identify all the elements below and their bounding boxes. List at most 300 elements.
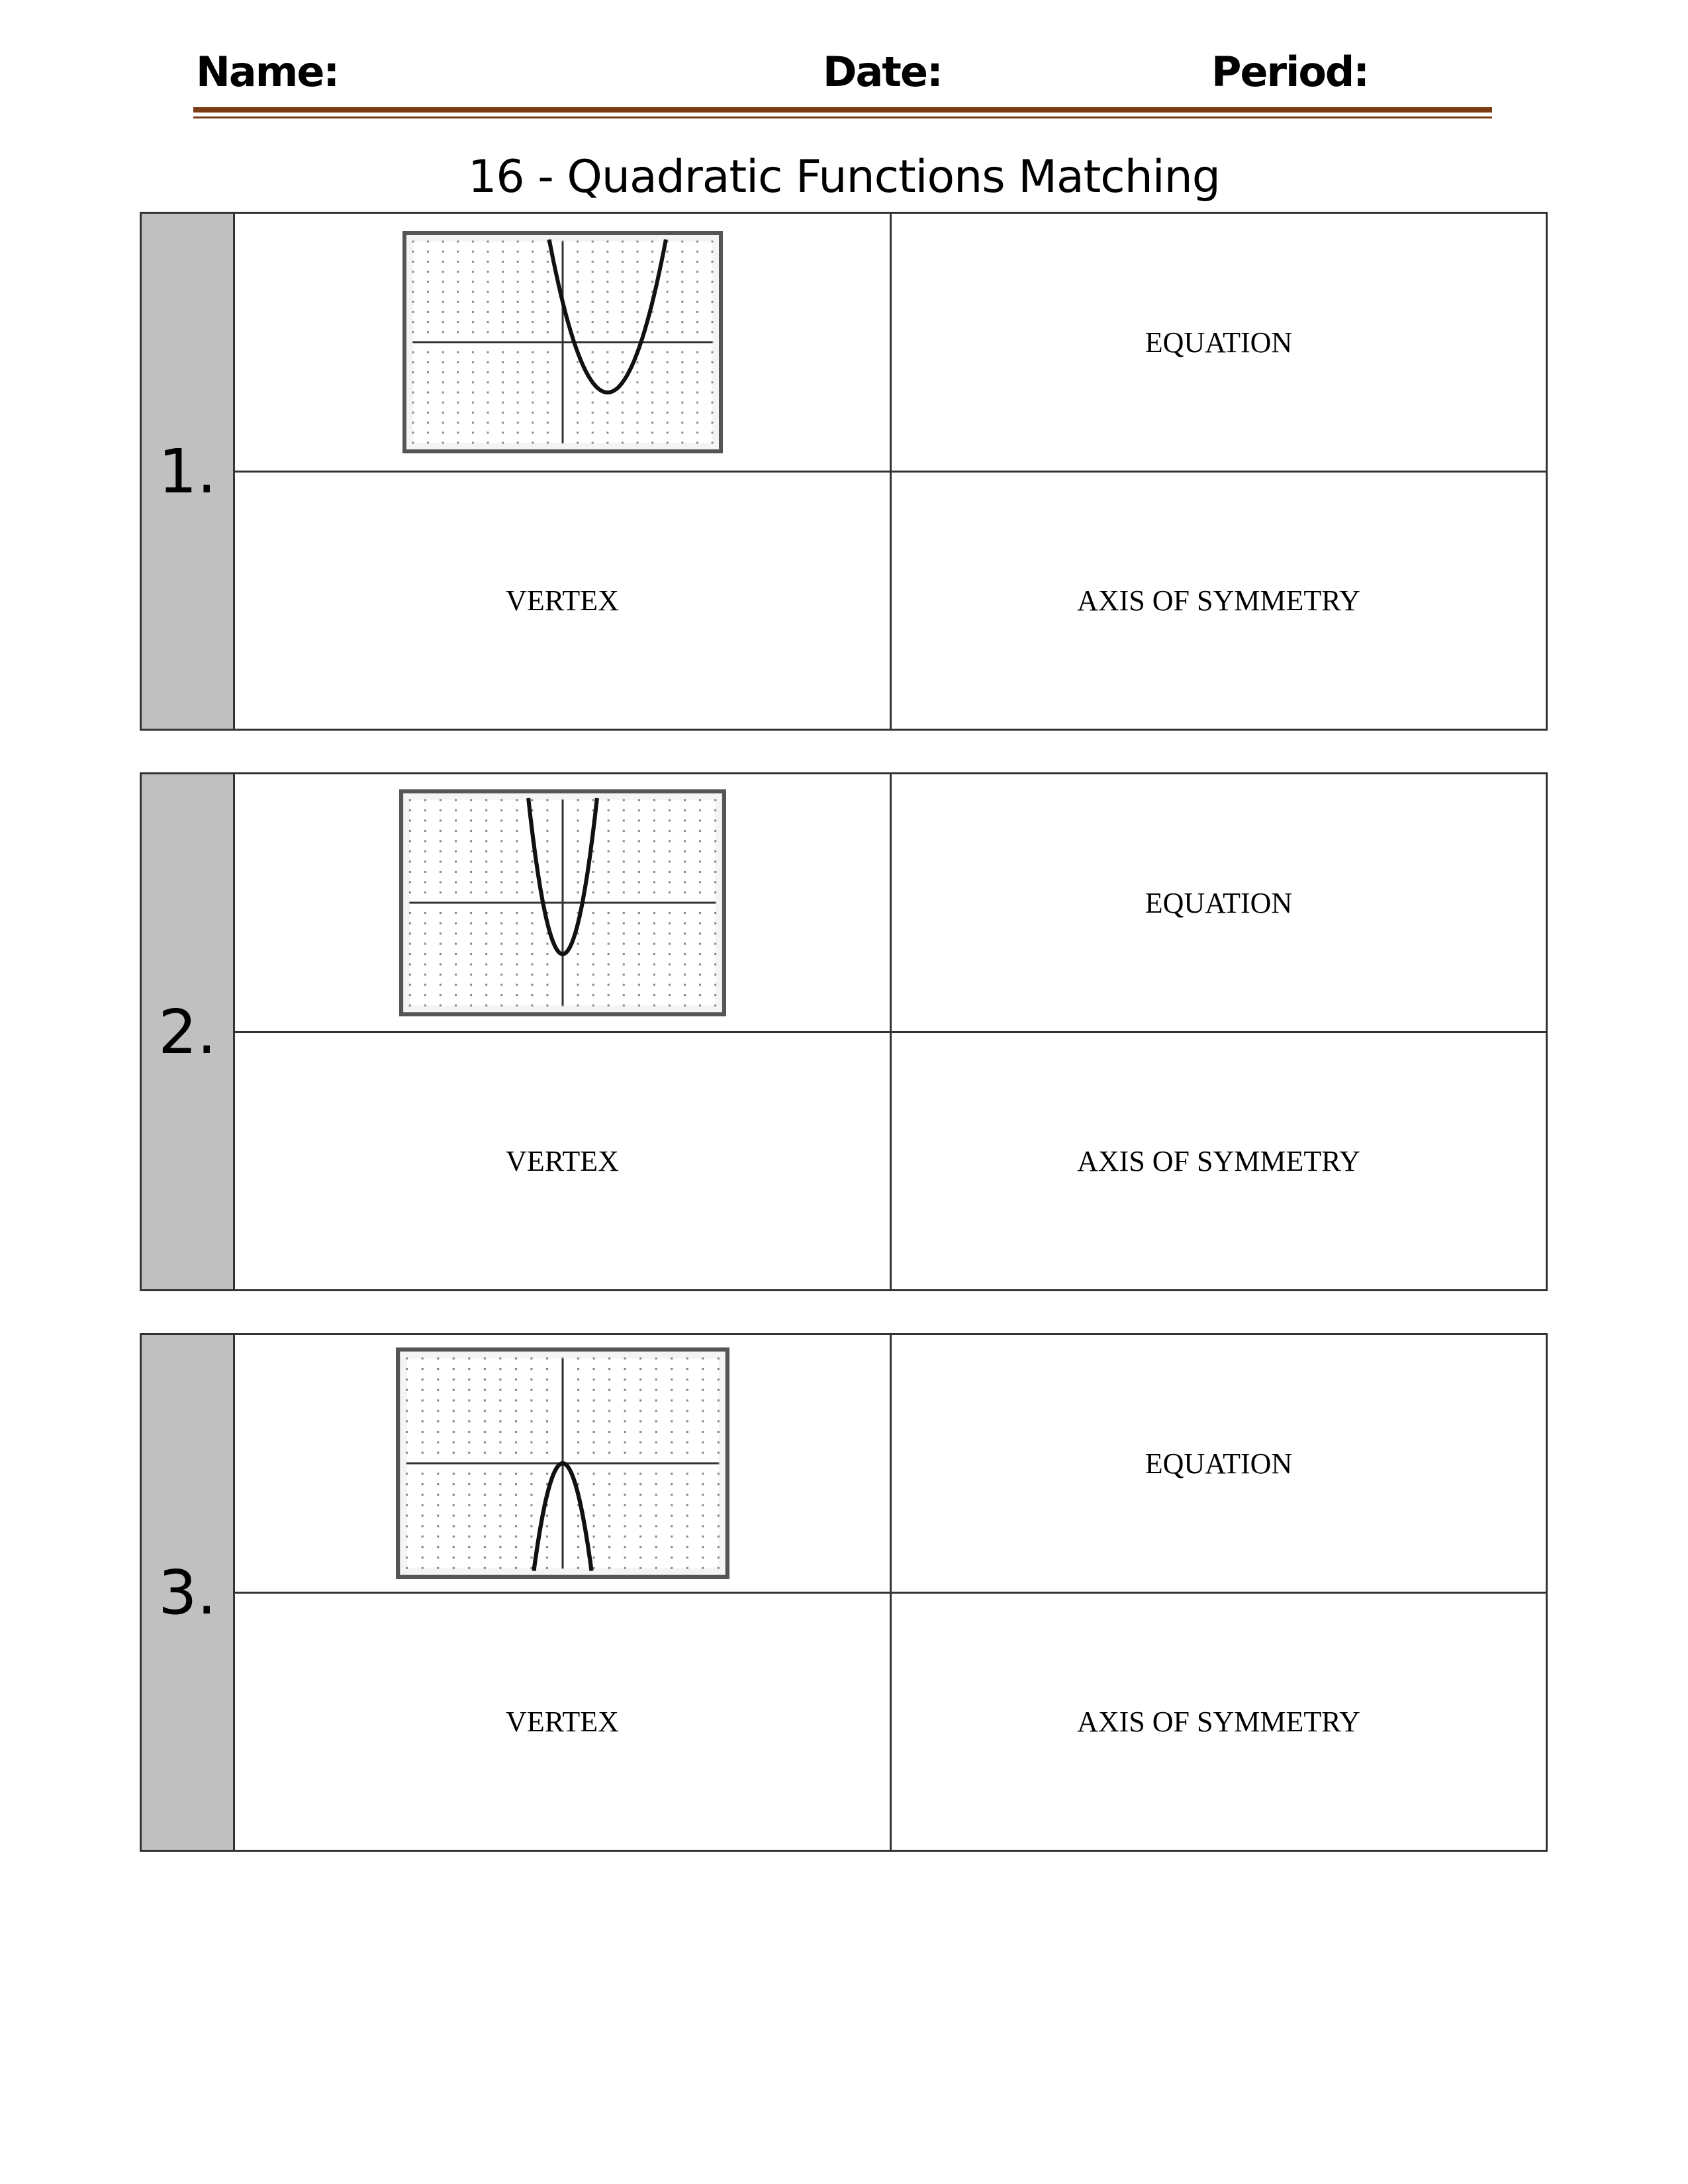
grid-dot — [711, 351, 713, 353]
grid-dot — [624, 1473, 626, 1475]
grid-dot — [686, 1515, 688, 1517]
grid-dot — [502, 351, 504, 353]
grid-dot — [427, 261, 429, 263]
grid-dot — [621, 261, 623, 263]
grid-dot — [681, 442, 683, 444]
grid-dot — [485, 1005, 487, 1007]
grid-dot — [516, 1005, 518, 1007]
grid-dot — [485, 912, 487, 914]
grid-dot — [639, 1504, 641, 1506]
grid-dot — [516, 432, 518, 433]
grid-dot — [455, 840, 457, 842]
grid-dot — [421, 1420, 423, 1422]
grid-dot — [424, 984, 426, 986]
grid-dot — [502, 281, 504, 283]
grid-dot — [607, 850, 609, 852]
grid-dot — [470, 964, 472, 966]
grid-dot — [500, 974, 502, 976]
grid-dot — [622, 891, 624, 893]
grid-dot — [651, 361, 653, 363]
grid-dot — [427, 251, 429, 253]
grid-dot — [421, 1525, 423, 1527]
grid-dot — [592, 984, 594, 986]
grid-dot — [592, 1441, 594, 1443]
axis-of-symmetry-cell[interactable]: AXIS OF SYMMETRY — [1077, 1706, 1360, 1738]
grid-dot — [457, 351, 459, 353]
grid-dot — [607, 819, 609, 821]
grid-dot — [514, 1399, 516, 1401]
grid-dot — [412, 271, 414, 273]
grid-dot — [421, 1368, 423, 1370]
grid-dot — [545, 1546, 547, 1548]
grid-dot — [516, 392, 518, 394]
grid-dot — [696, 422, 698, 424]
grid-dot — [577, 412, 579, 414]
grid-dot — [577, 1535, 579, 1537]
grid-dot — [424, 819, 426, 821]
grid-dot — [408, 840, 410, 842]
header-name-label: Name: — [196, 48, 339, 96]
grid-dot — [651, 321, 653, 323]
grid-dot — [655, 1379, 657, 1381]
grid-dot — [408, 819, 410, 821]
grid-dot — [545, 1473, 547, 1475]
grid-dot — [681, 291, 683, 293]
grid-dot — [637, 881, 639, 883]
grid-dot — [671, 1494, 673, 1496]
grid-dot — [406, 1473, 408, 1475]
grid-dot — [442, 311, 444, 313]
grid-dot — [470, 912, 472, 914]
grid-dot — [439, 964, 441, 966]
grid-dot — [452, 1557, 454, 1559]
grid-dot — [442, 261, 444, 263]
grid-dot — [622, 840, 624, 842]
grid-dot — [424, 994, 426, 996]
grid-dot — [442, 422, 444, 424]
grid-dot — [591, 402, 593, 404]
grid-dot — [532, 392, 534, 394]
grid-dot — [711, 432, 713, 433]
grid-dot — [684, 922, 686, 924]
grid-dot — [606, 311, 608, 313]
grid-dot — [684, 953, 686, 955]
grid-dot — [408, 964, 410, 966]
grid-dot — [452, 1515, 454, 1517]
grid-dot — [711, 412, 713, 414]
grid-dot — [686, 1557, 688, 1559]
grid-dot — [696, 412, 698, 414]
grid-dot — [516, 381, 518, 383]
grid-dot — [681, 321, 683, 323]
grid-dot — [516, 301, 518, 303]
grid-dot — [668, 891, 670, 893]
grid-dot — [621, 351, 623, 353]
grid-dot — [608, 1567, 610, 1569]
grid-dot — [702, 1431, 704, 1433]
grid-dot — [655, 1399, 657, 1401]
grid-dot — [606, 351, 608, 353]
grid-dot — [546, 850, 548, 852]
grid-dot — [516, 984, 518, 986]
grid-dot — [699, 809, 701, 811]
grid-dot — [452, 1525, 454, 1527]
vertex-cell[interactable]: VERTEX — [235, 1033, 892, 1289]
grid-dot — [607, 1005, 609, 1007]
grid-dot — [439, 984, 441, 986]
problem-1 — [140, 212, 1548, 731]
grid-dot — [439, 871, 441, 873]
grid-dot — [516, 891, 518, 893]
grid-dot — [516, 922, 518, 924]
grid-dot — [468, 1483, 470, 1485]
equation-cell[interactable]: EQUATION — [892, 1335, 1546, 1594]
grid-dot — [637, 799, 639, 801]
grid-dot — [651, 442, 653, 444]
grid-dot — [532, 321, 534, 323]
grid-dot — [651, 422, 653, 424]
grid-dot — [666, 402, 668, 404]
grid-dot — [651, 402, 653, 404]
grid-dot — [681, 432, 683, 433]
grid-dot — [468, 1525, 470, 1527]
grid-dot — [500, 860, 502, 862]
grid-dot — [546, 281, 548, 283]
grid-dot — [711, 402, 713, 404]
grid-dot — [591, 291, 593, 293]
grid-dot — [455, 819, 457, 821]
grid-dot — [412, 412, 414, 414]
grid-dot — [487, 371, 489, 373]
grid-dot — [457, 281, 459, 283]
grid-dot — [686, 1567, 688, 1569]
grid-dot — [437, 1441, 439, 1443]
grid-dot — [655, 1546, 657, 1548]
grid-dot — [668, 840, 670, 842]
grid-dot — [546, 311, 548, 313]
grid-dot — [483, 1557, 485, 1559]
grid-dot — [485, 994, 487, 996]
grid-dot — [468, 1494, 470, 1496]
axis-of-symmetry-cell[interactable]: AXIS OF SYMMETRY — [1077, 1145, 1360, 1177]
grid-dot — [483, 1452, 485, 1454]
grid-dot — [514, 1483, 516, 1485]
grid-dot — [457, 311, 459, 313]
grid-dot — [653, 871, 655, 873]
grid-dot — [666, 371, 668, 373]
grid-dot — [545, 1399, 547, 1401]
grid-dot — [412, 251, 414, 253]
grid-dot — [577, 943, 579, 945]
equation-cell[interactable]: EQUATION — [892, 774, 1546, 1033]
grid-dot — [606, 241, 608, 243]
grid-dot — [681, 351, 683, 353]
grid-dot — [577, 1473, 579, 1475]
grid-dot — [452, 1567, 454, 1569]
grid-dot — [591, 351, 593, 353]
grid-dot — [485, 943, 487, 945]
grid-dot — [439, 953, 441, 955]
grid-dot — [699, 974, 701, 976]
grid-dot — [421, 1535, 423, 1537]
grid-dot — [487, 251, 489, 253]
grid-dot — [408, 881, 410, 883]
grid-dot — [606, 301, 608, 303]
grid-dot — [636, 402, 638, 404]
grid-dot — [624, 1452, 626, 1454]
grid-dot — [621, 432, 623, 433]
grid-dot — [406, 1504, 408, 1506]
grid-dot — [608, 1515, 610, 1517]
grid-dot — [717, 1567, 719, 1569]
grid-dot — [699, 819, 701, 821]
grid-dot — [592, 860, 594, 862]
grid-dot — [499, 1567, 501, 1569]
grid-dot — [468, 1379, 470, 1381]
grid-dot — [457, 241, 459, 243]
grid-dot — [684, 840, 686, 842]
grid-dot — [681, 422, 683, 424]
grid-dot — [666, 442, 668, 444]
grid-dot — [696, 321, 698, 323]
grid-dot — [471, 432, 473, 433]
grid-dot — [406, 1494, 408, 1496]
grid-dot — [514, 1494, 516, 1496]
grid-dot — [684, 809, 686, 811]
grid-dot — [439, 809, 441, 811]
grid-dot — [427, 442, 429, 444]
grid-dot — [545, 1525, 547, 1527]
grid-dot — [702, 1504, 704, 1506]
grid-dot — [532, 261, 534, 263]
grid-dot — [499, 1452, 501, 1454]
grid-dot — [711, 392, 713, 394]
grid-dot — [545, 1557, 547, 1559]
grid-dot — [457, 422, 459, 424]
grid-dot — [427, 402, 429, 404]
grid-dot — [427, 281, 429, 283]
grid-dot — [702, 1535, 704, 1537]
grid-dot — [621, 442, 623, 444]
grid-dot — [532, 331, 534, 333]
grid-dot — [546, 964, 548, 966]
grid-dot — [668, 881, 670, 883]
grid-dot — [592, 1515, 594, 1517]
grid-dot — [714, 964, 716, 966]
grid-dot — [636, 442, 638, 444]
grid-dot — [485, 881, 487, 883]
grid-dot — [406, 1357, 408, 1359]
grid-dot — [532, 442, 534, 444]
grid-dot — [500, 984, 502, 986]
grid-dot — [516, 953, 518, 955]
grid-dot — [532, 361, 534, 363]
grid-dot — [577, 311, 579, 313]
grid-dot — [437, 1368, 439, 1370]
grid-dot — [592, 1473, 594, 1475]
grid-dot — [696, 261, 698, 263]
grid-dot — [592, 1368, 594, 1370]
grid-dot — [655, 1494, 657, 1496]
grid-dot — [412, 392, 414, 394]
grid-dot — [499, 1546, 501, 1548]
grid-dot — [636, 261, 638, 263]
grid-dot — [671, 1399, 673, 1401]
grid-dot — [412, 381, 414, 383]
grid-dot — [696, 402, 698, 404]
grid-dot — [636, 381, 638, 383]
grid-dot — [546, 251, 548, 253]
grid-dot — [514, 1557, 516, 1559]
grid-dot — [637, 943, 639, 945]
grid-dot — [500, 964, 502, 966]
grid-dot — [681, 381, 683, 383]
grid-dot — [666, 331, 668, 333]
grid-dot — [468, 1389, 470, 1391]
grid-dot — [655, 1410, 657, 1412]
grid-dot — [684, 881, 686, 883]
grid-dot — [455, 933, 457, 934]
grid-dot — [624, 1389, 626, 1391]
grid-dot — [699, 922, 701, 924]
grid-dot — [514, 1410, 516, 1412]
vertex-cell[interactable]: VERTEX — [235, 473, 892, 729]
grid-dot — [622, 860, 624, 862]
grid-dot — [577, 819, 579, 821]
grid-dot — [531, 922, 533, 924]
grid-dot — [408, 1005, 410, 1007]
grid-dot — [516, 241, 518, 243]
grid-dot — [653, 850, 655, 852]
grid-dot — [457, 381, 459, 383]
grid-dot — [711, 271, 713, 273]
grid-dot — [577, 964, 579, 966]
grid-dot — [471, 412, 473, 414]
grid-dot — [696, 442, 698, 444]
grid-dot — [457, 271, 459, 273]
grid-dot — [442, 331, 444, 333]
grid-dot — [666, 291, 668, 293]
grid-dot — [607, 922, 609, 924]
grid-dot — [471, 402, 473, 404]
grid-dot — [684, 871, 686, 873]
grid-dot — [502, 412, 504, 414]
grid-dot — [717, 1420, 719, 1422]
grid-dot — [483, 1567, 485, 1569]
grid-dot — [532, 251, 534, 253]
grid-dot — [530, 1379, 532, 1381]
grid-dot — [577, 953, 579, 955]
grid-dot — [699, 964, 701, 966]
grid-dot — [546, 974, 548, 976]
grid-dot — [624, 1546, 626, 1548]
grid-dot — [421, 1567, 423, 1569]
grid-dot — [516, 933, 518, 934]
grid-dot — [681, 412, 683, 414]
grid-dot — [408, 943, 410, 945]
grid-dot — [592, 891, 594, 893]
grid-dot — [470, 974, 472, 976]
grid-dot — [624, 1441, 626, 1443]
grid-dot — [717, 1410, 719, 1412]
grid-dot — [439, 830, 441, 832]
vertex-cell[interactable]: VERTEX — [235, 1594, 892, 1850]
grid-dot — [546, 321, 548, 323]
grid-dot — [577, 1557, 579, 1559]
grid-dot — [671, 1410, 673, 1412]
grid-dot — [487, 301, 489, 303]
grid-dot — [608, 1452, 610, 1454]
grid-dot — [485, 809, 487, 811]
grid-dot — [592, 912, 594, 914]
grid-dot — [607, 933, 609, 934]
grid-dot — [639, 1525, 641, 1527]
grid-dot — [412, 371, 414, 373]
grid-dot — [592, 1005, 594, 1007]
grid-dot — [500, 819, 502, 821]
grid-dot — [424, 974, 426, 976]
grid-dot — [696, 291, 698, 293]
grid-dot — [624, 1567, 626, 1569]
parabola-graph — [402, 231, 723, 453]
grid-dot — [468, 1535, 470, 1537]
grid-dot — [639, 1410, 641, 1412]
grid-dot — [681, 241, 683, 243]
grid-dot — [686, 1431, 688, 1433]
grid-dot — [577, 799, 579, 801]
grid-dot — [532, 402, 534, 404]
grid-dot — [516, 331, 518, 333]
grid-dot — [427, 371, 429, 373]
grid-dot — [516, 943, 518, 945]
equation-cell[interactable]: EQUATION — [892, 214, 1546, 473]
grid-dot — [699, 830, 701, 832]
grid-dot — [592, 1525, 594, 1527]
grid-dot — [639, 1473, 641, 1475]
grid-dot — [500, 1005, 502, 1007]
grid-dot — [487, 442, 489, 444]
grid-dot — [684, 984, 686, 986]
grid-dot — [516, 799, 518, 801]
grid-dot — [470, 933, 472, 934]
grid-dot — [666, 271, 668, 273]
grid-dot — [455, 860, 457, 862]
axis-of-symmetry-cell[interactable]: AXIS OF SYMMETRY — [1077, 584, 1360, 617]
grid-dot — [702, 1494, 704, 1496]
grid-dot — [546, 881, 548, 883]
grid-dot — [514, 1441, 516, 1443]
grid-dot — [622, 994, 624, 996]
grid-dot — [639, 1431, 641, 1433]
grid-dot — [545, 1535, 547, 1537]
grid-dot — [606, 361, 608, 363]
grid-dot — [639, 1379, 641, 1381]
grid-dot — [622, 964, 624, 966]
grid-dot — [624, 1515, 626, 1517]
grid-dot — [514, 1452, 516, 1454]
grid-dot — [546, 819, 548, 821]
grid-dot — [717, 1525, 719, 1527]
grid-dot — [483, 1535, 485, 1537]
grid-dot — [483, 1546, 485, 1548]
grid-dot — [711, 422, 713, 424]
grid-dot — [666, 361, 668, 363]
grid-dot — [684, 964, 686, 966]
grid-dot — [686, 1379, 688, 1381]
grid-dot — [699, 850, 701, 852]
grid-dot — [455, 994, 457, 996]
grid-dot — [636, 371, 638, 373]
